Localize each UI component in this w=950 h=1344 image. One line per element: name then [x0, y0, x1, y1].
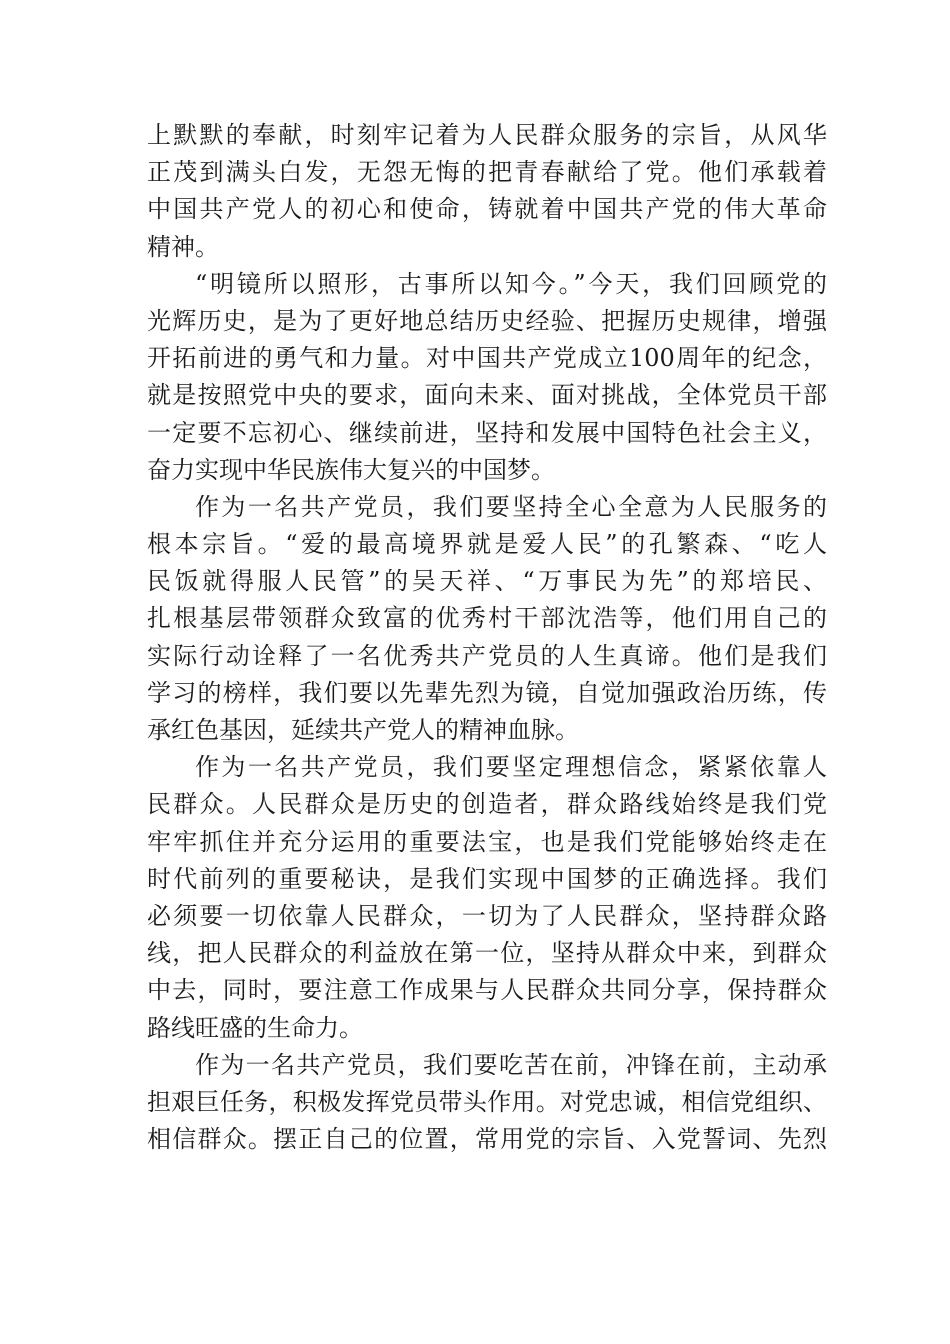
text-line: 就是按照党中央的要求，面向未来、面对挑战，全体党员干部 [147, 381, 827, 410]
document-body [147, 117, 827, 1158]
text-line: 牢牢抓住并充分运用的重要法宝，也是我们党能够始终走在 [147, 827, 827, 856]
text-line: 作为一名共产党员，我们要坚定理想信念，紧紧依靠人 [195, 753, 827, 782]
text-line: 担艰巨任务，积极发挥党员带头作用。对党忠诚，相信党组织、 [147, 1087, 827, 1116]
text-line: 上默默的奉献，时刻牢记着为人民群众服务的宗旨，从风华 [147, 121, 827, 149]
text-line: 一定要不忘初心、继续前进，坚持和发展中国特色社会主义， [147, 418, 827, 447]
text-line: 中国共产党人的初心和使命，铸就着中国共产党的伟大革命 [147, 195, 827, 224]
paragraph [147, 266, 827, 489]
paragraph [147, 489, 827, 749]
text-line: 民饭就得服人民管”的吴天祥、“万事民为先”的郑培民、 [147, 567, 827, 596]
paragraph [147, 1047, 827, 1159]
text-line: 时代前列的重要秘诀，是我们实现中国梦的正确选择。我们 [147, 864, 827, 893]
text-line: 扎根基层带领群众致富的优秀村干部沈浩等，他们用自己的 [147, 604, 827, 633]
text-line: 线，把人民群众的利益放在第一位，坚持从群众中来，到群众 [147, 939, 827, 968]
text-line: 相信群众。摆正自己的位置，常用党的宗旨、入党誓词、先烈 [147, 1125, 827, 1154]
text-line: 民群众。人民群众是历史的创造者，群众路线始终是我们党 [147, 790, 827, 819]
text-line: 实际行动诠释了一名优秀共产党员的人生真谛。他们是我们 [147, 641, 827, 670]
paragraph [147, 117, 827, 266]
text-line: 光辉历史，是为了更好地总结历史经验、把握历史规律，增强 [147, 306, 827, 335]
text-line: “明镜所以照形，古事所以知今。”今天，我们回顾党的 [195, 269, 827, 298]
text-line: 学习的榜样，我们要以先辈先烈为镜，自觉加强政治历练，传 [147, 678, 827, 707]
text-line: 开拓前进的勇气和力量。对中国共产党成立100周年的纪念， [147, 344, 827, 373]
text-line: 必须要一切依靠人民群众，一切为了人民群众，坚持群众路 [147, 901, 827, 930]
text-line: 中去，同时，要注意工作成果与人民群众共同分享，保持群众 [147, 976, 827, 1005]
text-line: 根本宗旨。“爱的最高境界就是爱人民”的孔繁森、“吃人 [147, 530, 827, 559]
text-line: 承红色基因，延续共产党人的精神血脉。 [147, 716, 579, 744]
text-line: 作为一名共产党员，我们要吃苦在前，冲锋在前，主动承 [195, 1050, 827, 1079]
text-line: 正茂到满头白发，无怨无悔的把青春献给了党。他们承载着 [147, 158, 827, 187]
text-line: 作为一名共产党员，我们要坚持全心全意为人民服务的 [195, 492, 827, 521]
paragraph [147, 749, 827, 1047]
text-line: 奋力实现中华民族伟大复兴的中国梦。 [147, 455, 555, 484]
text-line: 精神。 [147, 232, 219, 261]
text-line: 路线旺盛的生命力。 [147, 1013, 363, 1042]
